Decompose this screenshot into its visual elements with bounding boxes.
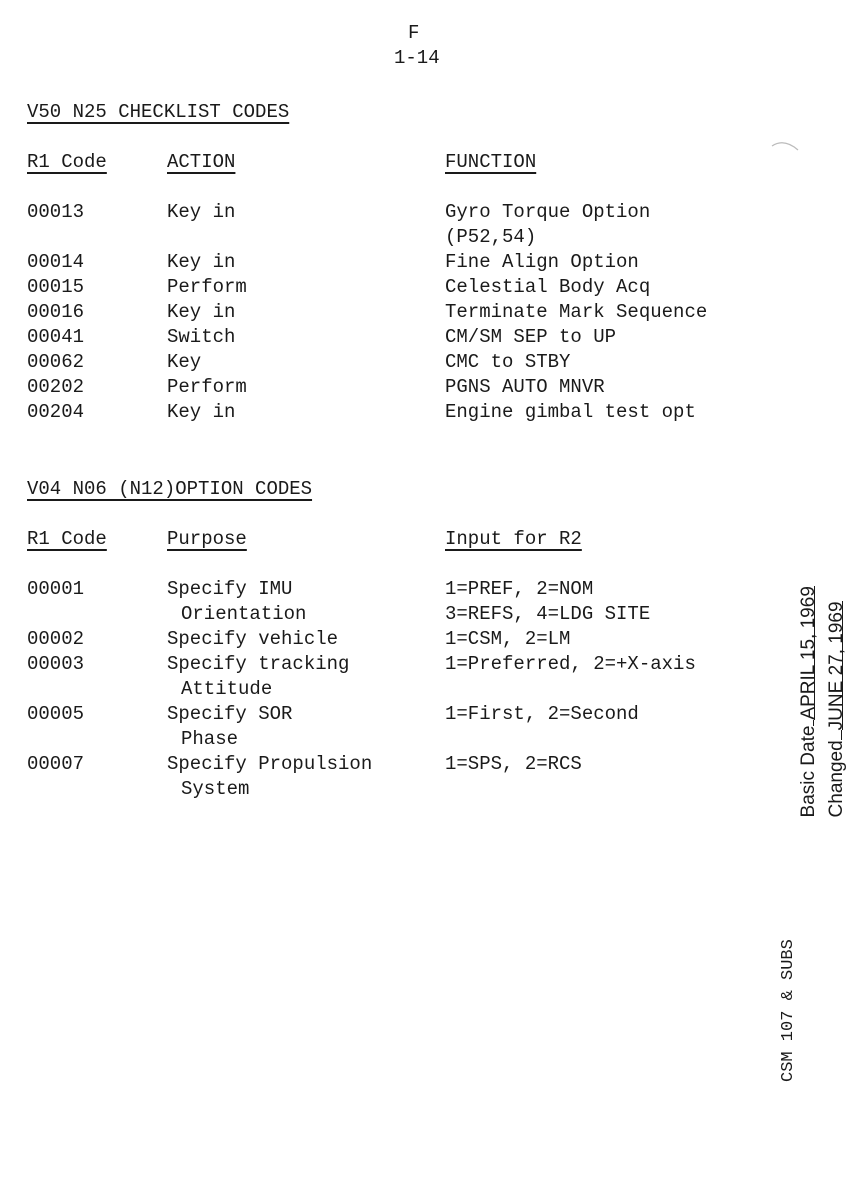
table-row-continuation — [0, 777, 842, 802]
action-cell: Perform — [167, 276, 247, 298]
code-cell: 00202 — [27, 376, 85, 398]
page-number: 1-14 — [394, 47, 440, 69]
blank-line — [823, 730, 842, 740]
code-cell: 00014 — [27, 251, 85, 273]
purpose-cell-continued: System — [181, 778, 250, 800]
column-header-input: Input for R2 — [445, 528, 582, 550]
table-row — [0, 627, 842, 652]
function-cell: CMC to STBY — [445, 351, 571, 373]
action-cell: Key — [167, 351, 202, 373]
code-cell: 00013 — [27, 201, 85, 223]
input-cell: 1=CSM, 2=LM — [445, 628, 571, 650]
code-cell: 00016 — [27, 301, 85, 323]
purpose-cell: Specify IMU — [167, 578, 293, 600]
purpose-cell: Specify Propulsion — [167, 753, 373, 775]
options-header-row — [0, 527, 842, 552]
column-header-function: FUNCTION — [445, 151, 537, 173]
table-row-continuation — [0, 677, 842, 702]
code-cell: 00005 — [27, 703, 85, 725]
input-cell-continued: 3=REFS, 4=LDG SITE — [445, 603, 651, 625]
code-cell: 00002 — [27, 628, 85, 650]
action-cell: Key in — [167, 201, 236, 223]
code-cell: 00015 — [27, 276, 85, 298]
table-row — [0, 200, 842, 225]
table-row-continuation — [0, 727, 842, 752]
purpose-cell: Specify vehicle — [167, 628, 339, 650]
checklist-header-row — [0, 150, 842, 175]
basic-date-label: Basic Date — [798, 725, 819, 818]
basic-date-value: APRIL 15, 1969 — [798, 586, 819, 720]
code-cell: 00041 — [27, 326, 85, 348]
function-cell: CM/SM SEP to UP — [445, 326, 617, 348]
function-cell: Gyro Torque Option — [445, 201, 651, 223]
function-cell: Fine Align Option — [445, 251, 639, 273]
column-header-code: R1 Code — [27, 151, 107, 173]
table-row — [0, 702, 842, 727]
action-cell: Key in — [167, 251, 236, 273]
table-row — [0, 250, 842, 275]
code-cell: 00007 — [27, 753, 85, 775]
changed-date-value: JUNE 27, 1969 — [826, 601, 847, 731]
table-row — [0, 400, 842, 425]
section-letter: F — [408, 22, 420, 44]
code-cell: 00204 — [27, 401, 85, 423]
purpose-cell-continued: Attitude — [181, 678, 273, 700]
code-cell: 00003 — [27, 653, 85, 675]
table-row-continuation — [0, 602, 842, 627]
column-header-code: R1 Code — [27, 528, 107, 550]
code-cell: 00062 — [27, 351, 85, 373]
scan-mark — [770, 136, 800, 156]
column-header-action: ACTION — [167, 151, 236, 173]
purpose-cell: Specify tracking — [167, 653, 350, 675]
input-cell: 1=Preferred, 2=+X-axis — [445, 653, 696, 675]
table-row — [0, 652, 842, 677]
function-cell: Engine gimbal test opt — [445, 401, 696, 423]
table-row — [0, 350, 842, 375]
options-title: V04 N06 (N12)OPTION CODES — [27, 478, 313, 500]
table-row — [0, 275, 842, 300]
input-cell: 1=First, 2=Second — [445, 703, 639, 725]
column-header-purpose: Purpose — [167, 528, 247, 550]
document-id: CSM 107 & SUBS — [779, 939, 798, 1082]
function-cell: Celestial Body Acq — [445, 276, 651, 298]
input-cell: 1=PREF, 2=NOM — [445, 578, 594, 600]
purpose-cell: Specify SOR — [167, 703, 293, 725]
function-cell: Terminate Mark Sequence — [445, 301, 708, 323]
code-cell: 00001 — [27, 578, 85, 600]
function-cell-continued: (P52,54) — [445, 226, 537, 248]
table-row — [0, 300, 842, 325]
changed-date-line — [798, 601, 849, 828]
function-cell: PGNS AUTO MNVR — [445, 376, 605, 398]
purpose-cell-continued: Phase — [181, 728, 239, 750]
action-cell: Key in — [167, 301, 236, 323]
changed-label: Changed — [826, 740, 847, 818]
input-cell: 1=SPS, 2=RCS — [445, 753, 582, 775]
table-row — [0, 577, 842, 602]
action-cell: Perform — [167, 376, 247, 398]
purpose-cell-continued: Orientation — [181, 603, 307, 625]
table-row — [0, 752, 842, 777]
table-row — [0, 325, 842, 350]
action-cell: Switch — [167, 326, 236, 348]
action-cell: Key in — [167, 401, 236, 423]
table-row-continuation — [0, 225, 842, 250]
table-row — [0, 375, 842, 400]
checklist-title: V50 N25 CHECKLIST CODES — [27, 101, 290, 123]
